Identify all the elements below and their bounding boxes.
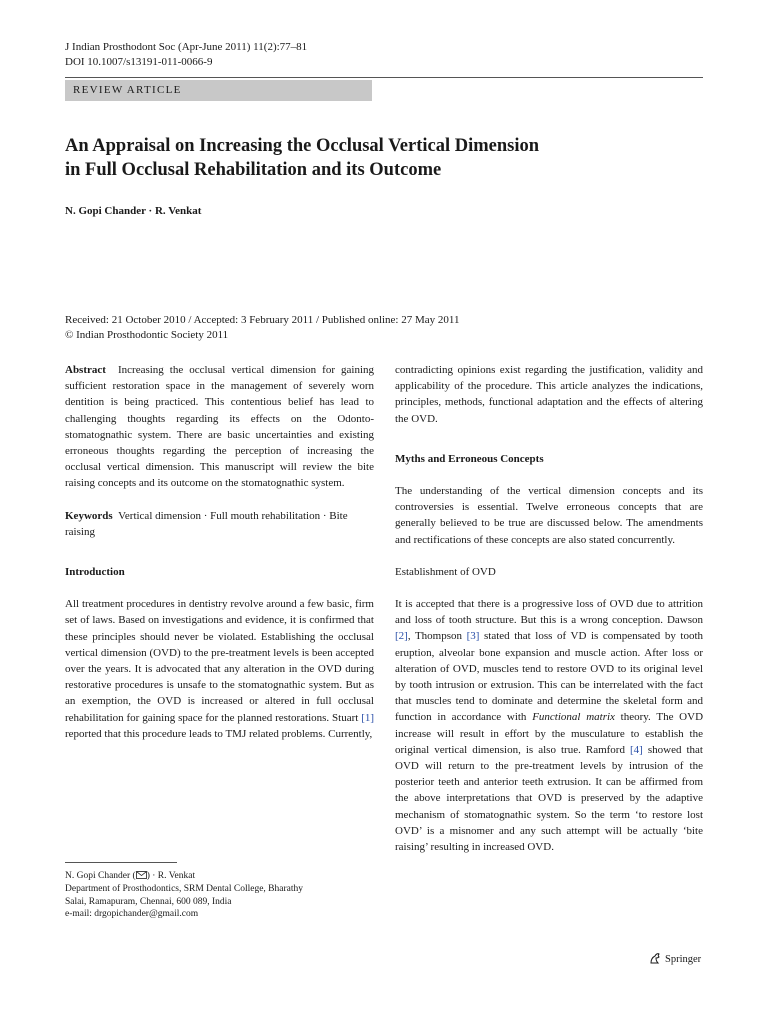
ovd-text-e: showed that OVD will return to the pre-treatment levels by intrusion of the posterior teeth and anterior teeth extrusion. It can be affirmed from the above interpretations that OVD is preserved by the adaptive mechanism of stomatognathic system. So the term ‘to restore lost OVD’ is a misnomer and any such attempt will be actually ‘bite raising’ resulting in increased OVD.: [395, 743, 703, 854]
functional-matrix-term: Functional matrix: [532, 711, 615, 724]
publication-dates: [65, 313, 460, 343]
left-column: [65, 362, 374, 742]
right-column: [395, 362, 703, 855]
reference-link-3[interactable]: [3]: [466, 630, 480, 643]
abstract-label: Abstract: [65, 364, 106, 376]
springer-horse-icon: [648, 951, 662, 968]
journal-citation: J Indian Prosthodont Soc (Apr-June 2011) 11(2):77–81: [65, 41, 308, 53]
myths-heading: Myths and Erroneous Concepts: [395, 452, 544, 465]
introduction-paragraph: [65, 596, 374, 742]
email[interactable]: e-mail: drgopichander@gmail.com: [65, 909, 199, 920]
keywords: [65, 508, 374, 540]
ovd-paragraph: [395, 596, 703, 855]
publisher-name: Springer: [665, 954, 702, 965]
reference-link-4[interactable]: [4]: [630, 743, 643, 756]
reference-link-1[interactable]: [1]: [361, 711, 375, 724]
author-footnote: [65, 870, 375, 921]
article-title: [65, 134, 685, 182]
copyright: © Indian Prosthodontic Society 2011: [65, 329, 229, 341]
ovd-text-d: theory. The OVD increase will result in effort by the musculature to establish the original vertical dimension, is also true. Ramford: [395, 711, 704, 756]
footnote-author-a: N. Gopi Chander (: [65, 871, 136, 881]
footnote-rule: [65, 862, 177, 863]
footnote-authors: [65, 870, 375, 883]
intro-text-cont: reported that this procedure leads to TMJ related problems. Currently,: [65, 727, 373, 740]
affiliation-line-2: Salai, Ramapuram, Chennai, 600 089, India: [65, 896, 232, 907]
title-line-1: An Appraisal on Increasing the Occlusal Vertical Dimension: [65, 136, 540, 156]
publisher-mark: [648, 951, 701, 968]
ovd-text-c: stated that loss of VD is compensated by tooth eruption, alveolar bone expansion and muscle action. After loss or alteration of OVD, muscles tend to restore OVD to its original level by tooth intrusion or extrusion. This can be interrelated with the fact that muscles tend to dominate and determine the skeletal form and function in accordance with: [395, 630, 704, 724]
authors: N. Gopi Chander · R. Venkat: [65, 205, 202, 217]
journal-header: [65, 40, 307, 70]
reference-link-2[interactable]: [2]: [395, 630, 408, 643]
ovd-subheading: Establishment of OVD: [395, 565, 496, 578]
title-line-2: in Full Occlusal Rehabilitation and its Outcome: [65, 160, 442, 180]
article-type-banner: REVIEW ARTICLE: [65, 80, 372, 101]
ovd-text-b: , Thompson: [407, 630, 463, 643]
continued-paragraph: contradicting opinions exist regarding the justification, validity and applicability of the procedure. This article analyzes the indications, principles, methods, functional adaptation and the effects of altering the OVD.: [395, 364, 703, 425]
affiliation-line-1: Department of Prosthodontics, SRM Dental College, Bharathy: [65, 884, 303, 895]
abstract: [65, 362, 374, 492]
header-rule: [65, 77, 703, 78]
envelope-icon[interactable]: [136, 871, 147, 883]
doi: DOI 10.1007/s13191-011-0066-9: [65, 56, 213, 68]
keywords-text: Vertical dimension · Full mouth rehabilitation · Bite raising: [65, 509, 348, 538]
abstract-text: Increasing the occlusal vertical dimension for gaining sufficient restoration space in the management of severely worn dentition is being practiced. This contentious belief has lead to challenging thoughts regarding its effects on the Odonto-stomatognathic system. There are basic uncertainties and existing erroneous thoughts regarding the perception of increasing the occlusal vertical dimension. This manuscript will review the bite raising concepts and its outcome on the stomatognathic system.: [65, 364, 375, 490]
keywords-label: Keywords: [65, 509, 113, 522]
ovd-text-a: It is accepted that there is a progressive loss of OVD due to attrition and loss of tooth structure. But this is a wrong conception. Dawson: [395, 598, 703, 627]
introduction-heading: Introduction: [65, 566, 125, 579]
myths-paragraph: The understanding of the vertical dimension concepts and its controversies is essential. Twelve erroneous concepts that are generally believed to be true are discussed below. The amendments and rectifications of these concepts are also stated concurrently.: [395, 485, 703, 546]
intro-text: All treatment procedures in dentistry revolve around a few basic, firm set of laws. Based on investigations and evidence, it is confirmed that these principles should never be violated. Establishing the occlusal vertical dimension (OVD) to the pre-treatment levels is been accepted over the years. It is advocated that any alteration in the OVD during restorative procedures is unsafe to the stomatognathic system. But as an exemption, the OVD is increased or altered in full occlusal rehabilitation for gaining space for the planned restorations. Stuart: [65, 598, 374, 724]
footnote-author-b: ) · R. Venkat: [146, 871, 196, 881]
dates-line: Received: 21 October 2010 / Accepted: 3 February 2011 / Published online: 27 May 2011: [65, 314, 460, 326]
